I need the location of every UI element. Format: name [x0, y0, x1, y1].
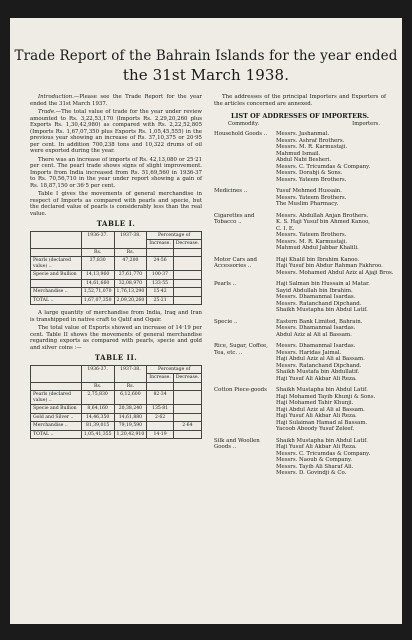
importer-names [276, 319, 386, 339]
importer-name: Haji Yusuf Ali Akbar Ali Reza. [276, 375, 357, 382]
list-item [214, 387, 386, 433]
importer-name: Shaikh Mustapha bin Abdul Latif. [276, 387, 368, 393]
importer-name: Messrs. Yateem Brothers. [276, 176, 347, 183]
commodity-label: Specie .. [214, 318, 238, 325]
transhipment-paragraph: A large quantity of merchandise from India, Iraq and Iran is transhipped in native craft to Qatif and Oqair. [30, 310, 202, 323]
table1-body [31, 248, 202, 305]
table1-header-year2: 1937-38. [114, 231, 147, 248]
exports-paragraph: The total value of Exports showed an increase of 14·19 per cent. Table II shows the movements of general merchandise regarding exports as compared with pearls, specie and gold and silver coins :— [30, 325, 202, 351]
commodity-label: Cotton Piece-goods [214, 387, 267, 393]
importer-name: Haji Mohamed Tayib Khunji & Sons. [276, 393, 376, 400]
table-row [31, 413, 202, 422]
document-page [10, 18, 402, 624]
cell-label: Pearls (declared value) .. [31, 391, 82, 405]
table2-unit-cell [147, 382, 174, 391]
table1-header-increase: Increase. [147, 240, 174, 249]
table1-header-percentage: Percentage of [147, 231, 202, 240]
cell-y2: 47,200 [114, 257, 147, 271]
importer-names [276, 387, 386, 433]
cell-y1: 2,75,830 [81, 391, 114, 405]
table2-header-percentage: Percentage of [147, 365, 202, 374]
cell-inc: 25·21 [147, 296, 174, 305]
list-item [214, 213, 386, 252]
importer-name: Messrs. Jashanmal. [276, 131, 330, 137]
commodity-label: Cigarettes and Tobacco .. [214, 212, 255, 225]
cell-dec [173, 271, 201, 280]
importer-name: Yacoob Aboody Yusuf Zeleef. [276, 426, 355, 432]
importer-name: Messrs. C. Tricumdas & Company. [276, 450, 371, 457]
cell-inc: 2·62 [147, 413, 174, 422]
importer-name: Abdul Nabi Besheri. [276, 157, 332, 163]
list-title: LIST OF ADDRESSES OF IMPORTERS. [231, 112, 369, 120]
left-column [30, 94, 202, 439]
report-title-line2: the 31st March 1938. [122, 66, 290, 84]
table1-unit-cell [147, 248, 174, 257]
header-importers: Importers. [352, 120, 380, 127]
table1-unit-cell [31, 248, 82, 257]
table1-unit-cell [173, 248, 201, 257]
table-row [31, 391, 202, 405]
cell-label: Gold and Silver .. [31, 413, 82, 422]
addresses-intro: The addresses of the principal Importers and Exporters of the articles concerned are annexed. [214, 94, 386, 107]
table1-header-year1: 1936-37. [81, 231, 114, 248]
cell-y2: 6,12,600 [114, 391, 147, 405]
importer-names [276, 343, 386, 382]
table2-header-decrease: Decrease. [173, 374, 201, 383]
importer-name: Mahmud Ismail. [276, 150, 321, 157]
importer-name: Messrs. M. R. Karmustaji. [276, 144, 348, 150]
right-column [214, 94, 394, 482]
importer-name: Messrs. Naoub & Company. [276, 457, 352, 463]
table2-header-year2: 1937-38. [114, 365, 147, 382]
table-row [31, 296, 202, 305]
table-row [31, 257, 202, 271]
importer-name: Haji Yusuf Ali Akbar Ali Reza. [276, 444, 357, 450]
commodity-label: Silk and Woollen Goods .. [214, 437, 260, 450]
cell-label: Specie and Bullion [31, 271, 82, 280]
cell-y1: 8,64,160 [81, 405, 114, 414]
importer-name: C. I. E. [276, 225, 295, 232]
table2-unit-cell [31, 382, 82, 391]
cell-y2: 27,61,770 [114, 271, 147, 280]
cell-y2: 1,76,13,290 [114, 288, 147, 297]
cell-dec [173, 405, 201, 414]
cell-label: Specie and Bullion [31, 405, 82, 414]
cell-dec [173, 391, 201, 405]
cell-y2: 14,61,880 [114, 413, 147, 422]
list-item [214, 131, 386, 183]
table1-units-row [31, 248, 202, 257]
cell-inc: 100·37 [147, 271, 174, 280]
cell-y1: 1,52,71,070 [81, 288, 114, 297]
importer-names [276, 438, 386, 477]
importer-name: Messrs. Dhamanmal Isardas. [276, 294, 356, 300]
importer-name: Haji Mohamed Tahir Khunji. [276, 400, 354, 406]
table1-header-decrease: Decrease. [173, 240, 201, 249]
importer-name: Messrs. Haridas Jaimal. [276, 349, 342, 356]
commodity-label: Household Goods .. [214, 131, 268, 137]
table2 [30, 365, 202, 440]
cell-dec [173, 257, 201, 271]
table2-title: TABLE II. [94, 353, 138, 362]
importer-name: Eastern Bank Limited, Bahrain. [276, 318, 363, 325]
commodity-label: Medicines .. [214, 188, 248, 194]
importer-name: Haji Salman bin Hussain al Matar. [276, 281, 370, 287]
table-row [31, 405, 202, 414]
table2-unit-cell: Rs. [114, 382, 147, 391]
cell-y1: 14,61,660 [81, 279, 114, 288]
importer-names [276, 188, 386, 208]
table-row [31, 288, 202, 297]
commodity-label: Rice, Sugar, Coffee, Tea, etc. .. [214, 343, 268, 356]
list-item [214, 438, 386, 477]
importer-name: Messrs. Dhamanmal Isardas. [276, 343, 356, 349]
cell-y1: 1,05,41,355 [81, 430, 114, 439]
table2-header-year1: 1936-37. [81, 365, 114, 382]
importer-name: Messrs. Abdullah Anjan Brothers. [276, 212, 369, 219]
cell-inc: 15·42 [147, 288, 174, 297]
cell-inc: 135·81 [147, 405, 174, 414]
commodity-label: Motor Cars and Accessories .. [214, 256, 257, 269]
importer-name: Messrs. Mohamed Abdul Aziz al Ajaji Bros. [276, 269, 394, 276]
table-row [31, 430, 202, 439]
importer-name: Messrs. Ratanchand Dipchand. [276, 362, 362, 369]
table2-header-blank [31, 365, 82, 382]
importer-name: Messrs. C. Tricumdas & Company. [276, 163, 371, 170]
importer-name: Messrs. Dhamanmal Isardas. [276, 325, 356, 331]
list-item [214, 281, 386, 314]
cell-y2: 20,38,240 [114, 405, 147, 414]
importer-name: Haji Abdul Aziz al Ali al Bassam. [276, 356, 365, 362]
commodity-label: Pearls .. [214, 281, 236, 287]
importer-name: Haji Khalil bin Ibrahim Kanoo. [276, 256, 360, 263]
cell-y2: 1,20,42,910 [114, 430, 147, 439]
cell-label: Pearls (declared value) .. [31, 257, 82, 271]
trade-label: Trade. [38, 109, 56, 115]
cell-dec [173, 413, 201, 422]
header-commodity: Commodity. [228, 120, 260, 127]
importer-name: Messrs. Ratanchand Dipchand. [276, 300, 362, 307]
importer-name: K. S. Haji Yusuf bin Ahmed Kanoo, [276, 219, 371, 225]
importer-name: Abdul Aziz al Ali al Bassam. [276, 331, 352, 338]
cell-y1: 1,67,07,350 [81, 296, 114, 305]
table-row [31, 422, 202, 431]
cell-dec: 2·64 [173, 422, 201, 431]
importer-name: Haji Yusuf bin Abdur Rahman Fakhroo. [276, 263, 383, 269]
importer-names [276, 213, 386, 252]
trade-paragraph [30, 109, 202, 155]
table2-body [31, 382, 202, 439]
importer-name: Messrs. D. Govindji & Co. [276, 470, 347, 476]
cell-dec [173, 430, 201, 439]
importer-name: Messrs. M. R. Karmustaji. [276, 238, 348, 245]
cell-inc: 14·19 [147, 430, 174, 439]
table2-units-row [31, 382, 202, 391]
cell-label: Merchandise .. [31, 422, 82, 431]
table1-intro-paragraph: Table I gives the movements of general merchandise in respect of Imports as compared with pearls and specie, but the declared value of pearls is considerably less than the real value. [30, 191, 202, 217]
imports-paragraph: There was an increase of imports of Rs. 42,13,080 or 25·21 per cent. The pearl trade shows signs of slight improvement. Imports from India increased from Rs. 51,69,560 in 1936-37 to Rs. 70,56,710 in the year under report showing a gain of Rs. 18,87,150 or 36·5 per cent. [30, 156, 202, 189]
cell-y1: 14,46,350 [81, 413, 114, 422]
importer-name: Messrs. Yateem Brothers. [276, 194, 347, 201]
importer-name: Haji Abdul Aziz al Ali al Bassam. [276, 406, 365, 413]
importer-name: Messrs. Tayib Ali Sharaf Ali. [276, 463, 354, 470]
cell-y1: 81,39,015 [81, 422, 114, 431]
importer-names [276, 131, 386, 183]
list-item [214, 256, 394, 277]
cell-label: TOTAL .. [31, 296, 82, 305]
list-header [214, 121, 386, 128]
report-title-line1: Trade Report of the Bahrain Islands for the year ended [14, 48, 398, 64]
importer-list [214, 131, 394, 477]
intro-label: Introduction. [38, 94, 74, 100]
table-row [31, 271, 202, 280]
intro-paragraph [30, 94, 202, 107]
cell-y2: 79,19,590 [114, 422, 147, 431]
cell-label [31, 279, 82, 288]
table-row [31, 279, 202, 288]
cell-label: TOTAL .. [31, 430, 82, 439]
importer-name: Yusuf Mehmed Hussain. [276, 188, 342, 194]
cell-dec [173, 296, 201, 305]
importer-name: Shaikh Mustapha bin Abdul Latif. [276, 437, 368, 444]
table2-unit-cell: Rs. [81, 382, 114, 391]
importer-name: Haji Sulaiman Hamad al Bassam. [276, 419, 368, 426]
list-item [214, 319, 386, 339]
cell-inc: 24·56 [147, 257, 174, 271]
importer-name: Messrs. Ashraf Brothers. [276, 137, 345, 144]
importer-name: Messrs. Yateem Brothers. [276, 232, 347, 238]
importer-name: Messrs. Dorabji & Sons. [276, 170, 343, 176]
importer-names [276, 281, 386, 314]
list-item [214, 188, 386, 208]
table1-unit-cell: Rs. [81, 248, 114, 257]
table1-header-blank [31, 231, 82, 248]
intro-text: —Please see the Trade Report for the year ended the 31st March 1937. [30, 94, 202, 107]
cell-inc: 133·55 [147, 279, 174, 288]
table2-unit-cell [173, 382, 201, 391]
cell-y2: 32,08,970 [114, 279, 147, 288]
importer-name: Mahmud Abdul Jabbar Khalili. [276, 245, 359, 251]
importer-names [276, 257, 393, 277]
importer-name: Sayid Abdullah bin Ibrahim. [276, 287, 353, 294]
cell-y2: 2,09,20,260 [114, 296, 147, 305]
importer-name: Shaikh Mustapha bin Abdul Latif. [276, 307, 368, 313]
importer-name: Haji Yusuf Ali Akbar Ali Reza. [276, 413, 357, 419]
list-item [214, 343, 386, 382]
table1 [30, 231, 202, 306]
importer-name: Shaikh Mustafa bin Abdullatif. [276, 369, 360, 375]
cell-y1: 14,13,960 [81, 271, 114, 280]
importer-name: The Muslim Pharmacy. [276, 201, 339, 207]
trade-text: —The total value of trade for the year under review amounted to Rs. 3,22,53,170 (Imports Rs. 2,29,20,260 plus Exports Rs. 1,30,42,980) as compared with Rs. 2,22,52,805 (Imports Rs. 1,67,07,350 plus Exports Rs. 1,05,45,555) in the previous year showing an increase of Rs. 37,10,375 or 20·95 per cent. In addition 700,238 tons and 10,322 drums of oil were exported during the year. [30, 109, 202, 154]
cell-inc: 82·34 [147, 391, 174, 405]
cell-dec [173, 288, 201, 297]
cell-label: Merchandise .. [31, 288, 82, 297]
cell-inc [147, 422, 174, 431]
cell-dec [173, 279, 201, 288]
cell-y1: 37,830 [81, 257, 114, 271]
table2-header-increase: Increase. [147, 374, 174, 383]
table1-title: TABLE I. [96, 219, 136, 228]
table1-unit-cell: Rs. [114, 248, 147, 257]
